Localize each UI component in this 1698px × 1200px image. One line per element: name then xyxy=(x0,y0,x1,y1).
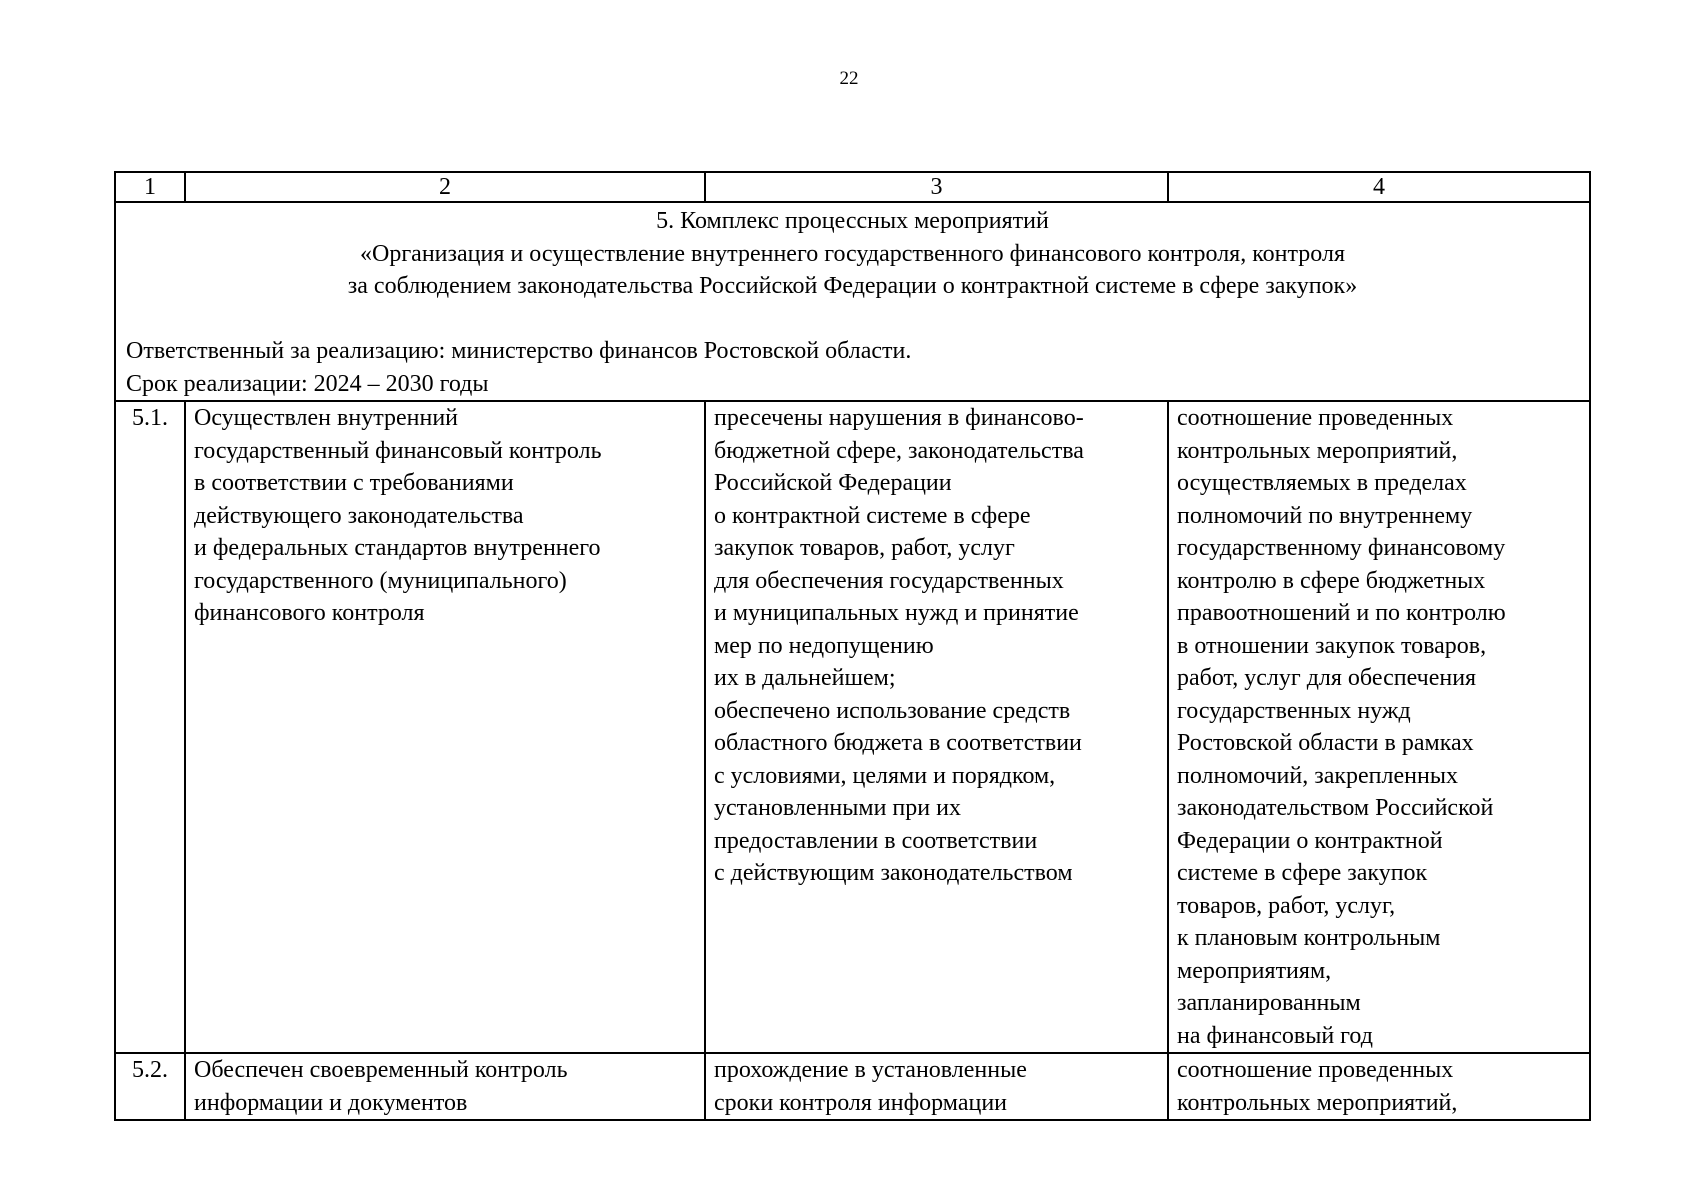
row-result-cell xyxy=(185,1053,705,1120)
page-number: 22 xyxy=(839,68,859,89)
cell-text-line: Осуществлен внутренний xyxy=(194,405,459,431)
section-header-row xyxy=(115,202,1590,401)
cell-text-line: контрольных мероприятий, xyxy=(1177,1089,1458,1116)
row-number: 5.2. xyxy=(115,1053,185,1120)
column-header-2: 2 xyxy=(185,172,705,202)
cell-text-line: к плановым контрольным xyxy=(1177,925,1441,951)
cell-text-line: соотношение проведенных xyxy=(1177,1057,1454,1083)
cell-text-line: Российской Федерации xyxy=(714,470,952,496)
cell-text-line: для обеспечения государственных xyxy=(714,567,1064,594)
cell-text-line: Обеспечен своевременный контроль xyxy=(194,1057,568,1083)
table-row xyxy=(115,1053,1590,1120)
row-number: 5.1. xyxy=(115,401,185,1053)
column-header-3: 3 xyxy=(705,172,1168,202)
cell-text-line: их в дальнейшем; xyxy=(714,665,896,691)
cell-text-line: сроки контроля информации xyxy=(714,1089,1008,1116)
cell-text-line: государственный финансовый контроль xyxy=(194,437,602,464)
row-indicator-cell xyxy=(1168,401,1590,1053)
cell-text-line: и федеральных стандартов внутреннего xyxy=(194,535,601,561)
column-header-1: 1 xyxy=(115,172,185,202)
section-subtitle-line: за соблюдением законодательства Российской Федерации о контрактной системе в сфере закупок» xyxy=(347,273,1358,299)
cell-text-line: мер по недопущению xyxy=(714,632,934,659)
cell-text-line: законодательством Российской xyxy=(1177,795,1494,821)
cell-text-line: обеспечено использование средств xyxy=(714,697,1071,724)
cell-text-line: на финансовый год xyxy=(1177,1022,1373,1049)
row-effect-cell xyxy=(705,1053,1168,1120)
row-effect-cell xyxy=(705,401,1168,1053)
cell-text-line: в отношении закупок товаров, xyxy=(1177,632,1487,659)
section-subtitle-line: «Организация и осуществление внутреннего государственного финансового контроля, контроля xyxy=(360,240,1345,267)
cell-text-line: о контрактной системе в сфере xyxy=(714,502,1031,529)
cell-text-line: пресечены нарушения в финансово- xyxy=(714,405,1084,431)
cell-text-line: установленными при их xyxy=(714,795,961,821)
section-responsible: Ответственный за реализацию: министерство финансов Ростовской области. xyxy=(126,338,912,364)
cell-text-line: в соответствии с требованиями xyxy=(194,470,514,496)
cell-text-line: правоотношений и по контролю xyxy=(1177,600,1506,626)
cell-text-line: контрольных мероприятий, xyxy=(1177,437,1458,464)
cell-text-line: государственному финансовому xyxy=(1177,535,1506,561)
row-result-cell xyxy=(185,401,705,1053)
cell-text-line: информации и документов xyxy=(194,1089,468,1116)
cell-text-line: закупок товаров, работ, услуг xyxy=(714,535,1015,561)
cell-text-line: контролю в сфере бюджетных xyxy=(1177,567,1486,594)
row-indicator-cell xyxy=(1168,1053,1590,1120)
table-header-row xyxy=(115,172,1590,202)
table-row xyxy=(115,401,1590,1053)
section-header-cell xyxy=(115,202,1590,401)
cell-text-line: государственного (муниципального) xyxy=(194,567,567,594)
cell-text-line: и муниципальных нужд и принятие xyxy=(714,600,1079,626)
cell-text-line: соотношение проведенных xyxy=(1177,405,1454,431)
cell-text-line: товаров, работ, услуг, xyxy=(1177,892,1396,919)
section-period: Срок реализации: 2024 – 2030 годы xyxy=(126,370,489,397)
measures-table xyxy=(114,171,1591,1121)
cell-text-line: работ, услуг для обеспечения xyxy=(1177,665,1477,691)
section-title: 5. Комплекс процессных мероприятий xyxy=(656,208,1049,234)
cell-text-line: полномочий по внутреннему xyxy=(1177,502,1473,529)
cell-text-line: полномочий, закрепленных xyxy=(1177,762,1458,789)
column-header-4: 4 xyxy=(1168,172,1590,202)
cell-text-line: системе в сфере закупок xyxy=(1177,860,1428,886)
cell-text-line: финансового контроля xyxy=(194,600,425,626)
cell-text-line: запланированным xyxy=(1177,990,1361,1016)
cell-text-line: с действующим законодательством xyxy=(714,860,1073,886)
cell-text-line: Федерации о контрактной xyxy=(1177,827,1443,854)
section-spacer xyxy=(126,303,1579,336)
cell-text-line: с условиями, целями и порядком, xyxy=(714,762,1056,789)
cell-text-line: осуществляемых в пределах xyxy=(1177,470,1467,496)
cell-text-line: бюджетной сфере, законодательства xyxy=(714,437,1084,464)
cell-text-line: государственных нужд xyxy=(1177,697,1411,724)
cell-text-line: мероприятиям, xyxy=(1177,957,1332,984)
cell-text-line: Ростовской области в рамках xyxy=(1177,730,1474,756)
cell-text-line: действующего законодательства xyxy=(194,502,524,529)
cell-text-line: прохождение в установленные xyxy=(714,1057,1027,1083)
cell-text-line: областного бюджета в соответствии xyxy=(714,730,1082,756)
cell-text-line: предоставлении в соответствии xyxy=(714,827,1038,854)
